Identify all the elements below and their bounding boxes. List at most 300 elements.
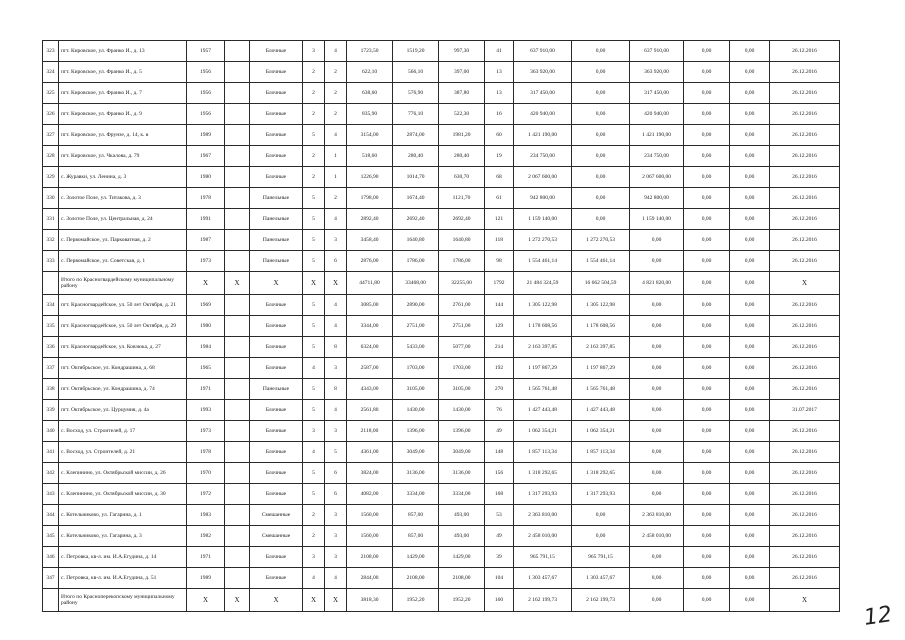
cell-floors: 2 [303, 526, 325, 547]
cell-address: пгт. Кировское, ул. Франко И., д. 9 [59, 104, 187, 125]
table-row [43, 295, 840, 316]
cell-owner-cost: 0,00 [630, 337, 684, 358]
cell-floors: 2 [303, 505, 325, 526]
cell-row-number: 324 [43, 62, 59, 83]
cell-total-cost: 2 458 010,00 [514, 526, 572, 547]
cell-other-cost: 0,00 [730, 188, 770, 209]
cell-entrances: 4 [325, 125, 347, 146]
cell-residential-area: 3334,00 [439, 484, 485, 505]
cell-residential-area: 397,00 [439, 62, 485, 83]
cell-budget-cost: 0,00 [684, 209, 730, 230]
cell-residents: 121 [485, 209, 514, 230]
cell-year-built: 1969 [187, 295, 225, 316]
cell-owner-cost: 637 910,00 [630, 41, 684, 62]
cell-other-cost: 0,00 [730, 400, 770, 421]
cell-deadline: 26.12.2016 [770, 41, 840, 62]
cell-residents: 168 [485, 484, 514, 505]
cell-address: с. Клепинино, ул. Октябрьской миссии, д. 26 [59, 463, 187, 484]
cell-address: с. Золотое Поле, ул. Центральная, д. 24 [59, 209, 187, 230]
cell-residential-area: 997,30 [439, 41, 485, 62]
cell-year-built: 1984 [187, 337, 225, 358]
cell-blank-col: X [225, 272, 250, 295]
cell-living-area: 1703,00 [393, 358, 439, 379]
cell-fund-cost: 0,00 [572, 83, 630, 104]
cell-residents: 118 [485, 230, 514, 251]
cell-total-cost: 1 421 190,00 [514, 125, 572, 146]
cell-floors: 3 [303, 421, 325, 442]
cell-address: Итого по Красногвардейскому муниципальному району [59, 272, 187, 295]
cell-fund-cost: 0,00 [572, 209, 630, 230]
cell-row-number: 335 [43, 316, 59, 337]
cell-row-number: 334 [43, 295, 59, 316]
cell-residents: 156 [485, 463, 514, 484]
cell-owner-cost: 1 421 190,00 [630, 125, 684, 146]
cell-owner-cost: 0,00 [630, 484, 684, 505]
cell-deadline: 26.12.2016 [770, 526, 840, 547]
cell-wall-material: Смешанные [250, 505, 303, 526]
cell-blank-col [225, 442, 250, 463]
cell-residential-area: 1640,80 [439, 230, 485, 251]
cell-owner-cost: 0,00 [630, 568, 684, 589]
cell-residential-area: 493,00 [439, 505, 485, 526]
table-row [43, 230, 840, 251]
cell-total-cost: 317 450,00 [514, 83, 572, 104]
cell-residents: 214 [485, 337, 514, 358]
cell-living-area: 5433,00 [393, 337, 439, 358]
cell-owner-cost: 2 458 010,00 [630, 526, 684, 547]
cell-total-cost: 1 554 461,14 [514, 251, 572, 272]
cell-fund-cost: 0,00 [572, 505, 630, 526]
cell-entrances: 6 [325, 251, 347, 272]
cell-other-cost: 0,00 [730, 209, 770, 230]
cell-total-cost: 1 857 113,34 [514, 442, 572, 463]
cell-row-number: 342 [43, 463, 59, 484]
cell-address: с. Котельниково, ул. Гагарина, д. 3 [59, 526, 187, 547]
cell-floors: 2 [303, 83, 325, 104]
cell-fund-cost: 0,00 [572, 41, 630, 62]
cell-owner-cost: 0,00 [630, 463, 684, 484]
table-row [43, 526, 840, 547]
cell-blank-col [225, 316, 250, 337]
cell-owner-cost: 363 920,00 [630, 62, 684, 83]
cell-row-number: 345 [43, 526, 59, 547]
table-row [43, 463, 840, 484]
cell-fund-cost: 1 857 113,34 [572, 442, 630, 463]
cell-deadline: 26.12.2016 [770, 505, 840, 526]
cell-row-number: 340 [43, 421, 59, 442]
cell-entrances: 3 [325, 358, 347, 379]
cell-row-number: 347 [43, 568, 59, 589]
cell-wall-material: Блочные [250, 125, 303, 146]
cell-residential-area: 1121,70 [439, 188, 485, 209]
table-row [43, 400, 840, 421]
cell-total-area: 4082,00 [347, 484, 393, 505]
cell-owner-cost: 942 800,00 [630, 188, 684, 209]
cell-row-number: 339 [43, 400, 59, 421]
cell-residents: 104 [485, 568, 514, 589]
cell-wall-material: Блочные [250, 358, 303, 379]
cell-floors: X [303, 272, 325, 295]
cell-floors: 2 [303, 146, 325, 167]
cell-residential-area: 3136,00 [439, 463, 485, 484]
cell-living-area: 2890,00 [393, 295, 439, 316]
cell-deadline: 26.12.2016 [770, 167, 840, 188]
cell-floors: 3 [303, 41, 325, 62]
cell-address: Итого по Красноперекопскому муниципальному району [59, 589, 187, 612]
cell-address: пгт. Октябрьское, ул. Кондрашина, д. 68 [59, 358, 187, 379]
cell-living-area: 33468,00 [393, 272, 439, 295]
cell-total-cost: 1 062 354,21 [514, 421, 572, 442]
table-row [43, 188, 840, 209]
subtotal-row [43, 272, 840, 295]
cell-residential-area: 493,00 [439, 526, 485, 547]
cell-deadline: 26.12.2016 [770, 358, 840, 379]
cell-residents: 60 [485, 125, 514, 146]
cell-entrances: 3 [325, 421, 347, 442]
cell-entrances: 3 [325, 505, 347, 526]
cell-total-cost: 1 272 270,53 [514, 230, 572, 251]
cell-other-cost: 0,00 [730, 230, 770, 251]
cell-total-area: 2876,00 [347, 251, 393, 272]
cell-deadline: X [770, 589, 840, 612]
cell-budget-cost: 0,00 [684, 316, 730, 337]
cell-blank-col [225, 526, 250, 547]
cell-budget-cost: 0,00 [684, 188, 730, 209]
cell-owner-cost: 2 067 600,00 [630, 167, 684, 188]
cell-total-area: 1560,00 [347, 505, 393, 526]
cell-budget-cost: 0,00 [684, 463, 730, 484]
cell-wall-material: Панельные [250, 230, 303, 251]
cell-address: пгт. Красногвардейское, ул. Ковзюка, д. 27 [59, 337, 187, 358]
cell-row-number [43, 272, 59, 295]
cell-blank-col [225, 41, 250, 62]
cell-total-cost: 1 305 122,98 [514, 295, 572, 316]
cell-row-number: 337 [43, 358, 59, 379]
table-row [43, 83, 840, 104]
cell-deadline: 26.12.2016 [770, 379, 840, 400]
cell-wall-material: Смешанные [250, 526, 303, 547]
cell-row-number: 330 [43, 188, 59, 209]
cell-row-number: 341 [43, 442, 59, 463]
cell-floors: 2 [303, 104, 325, 125]
cell-entrances: 2 [325, 104, 347, 125]
cell-residents: 270 [485, 379, 514, 400]
cell-blank-col [225, 251, 250, 272]
cell-budget-cost: 0,00 [684, 589, 730, 612]
cell-deadline: 26.12.2016 [770, 442, 840, 463]
cell-total-cost: 420 940,00 [514, 104, 572, 125]
cell-residential-area: 1396,00 [439, 421, 485, 442]
table-row [43, 379, 840, 400]
cell-entrances: 2 [325, 188, 347, 209]
cell-wall-material: Блочные [250, 547, 303, 568]
cell-year-built: 1987 [187, 230, 225, 251]
cell-residential-area: 280,40 [439, 146, 485, 167]
cell-year-built: 1983 [187, 505, 225, 526]
cell-entrances: 4 [325, 400, 347, 421]
cell-entrances: X [325, 589, 347, 612]
cell-blank-col [225, 62, 250, 83]
cell-living-area: 857,00 [393, 526, 439, 547]
cell-budget-cost: 0,00 [684, 167, 730, 188]
cell-residents: 41 [485, 41, 514, 62]
cell-deadline: 26.12.2016 [770, 146, 840, 167]
cell-deadline: 26.12.2016 [770, 337, 840, 358]
cell-living-area: 1429,00 [393, 547, 439, 568]
cell-floors: 5 [303, 125, 325, 146]
cell-year-built: 1989 [187, 125, 225, 146]
cell-total-area: 4361,00 [347, 442, 393, 463]
cell-address: с. Восход, ул. Строителей, д. 21 [59, 442, 187, 463]
cell-deadline: 26.12.2016 [770, 316, 840, 337]
cell-year-built: 1971 [187, 379, 225, 400]
cell-budget-cost: 0,00 [684, 400, 730, 421]
cell-budget-cost: 0,00 [684, 547, 730, 568]
cell-floors: 5 [303, 484, 325, 505]
cell-address: пгт. Кировское, ул. Франко И., д. 13 [59, 41, 187, 62]
cell-row-number: 332 [43, 230, 59, 251]
cell-residents: 19 [485, 146, 514, 167]
cell-other-cost: 0,00 [730, 316, 770, 337]
cell-wall-material: Блочные [250, 316, 303, 337]
register-sheet [42, 40, 840, 612]
cell-total-area: 3818,30 [347, 589, 393, 612]
cell-entrances: 8 [325, 337, 347, 358]
cell-wall-material: Блочные [250, 337, 303, 358]
cell-residential-area: 1952,20 [439, 589, 485, 612]
cell-other-cost: 0,00 [730, 83, 770, 104]
cell-residents: 76 [485, 400, 514, 421]
cell-living-area: 3334,00 [393, 484, 439, 505]
cell-entrances: 6 [325, 463, 347, 484]
table-row [43, 251, 840, 272]
cell-residential-area: 32255,00 [439, 272, 485, 295]
cell-blank-col [225, 146, 250, 167]
cell-deadline: 26.12.2016 [770, 230, 840, 251]
cell-deadline: 26.12.2016 [770, 188, 840, 209]
cell-floors: X [303, 589, 325, 612]
cell-deadline: 26.12.2016 [770, 62, 840, 83]
cell-living-area: 3049,00 [393, 442, 439, 463]
cell-entrances: 6 [325, 484, 347, 505]
cell-wall-material: Блочные [250, 484, 303, 505]
cell-other-cost: 0,00 [730, 125, 770, 146]
cell-residents: 61 [485, 188, 514, 209]
cell-residents: 53 [485, 505, 514, 526]
cell-address: пгт. Красногвардейское, ул. 50 лет Октября, д. 29 [59, 316, 187, 337]
cell-blank-col [225, 379, 250, 400]
cell-residents: 13 [485, 83, 514, 104]
cell-living-area: 3136,00 [393, 463, 439, 484]
cell-total-area: 2561,80 [347, 400, 393, 421]
table-row [43, 421, 840, 442]
cell-blank-col [225, 358, 250, 379]
cell-address: с. Журавки, ул. Ленина, д. 3 [59, 167, 187, 188]
cell-owner-cost: 0,00 [630, 230, 684, 251]
cell-fund-cost: 0,00 [572, 526, 630, 547]
cell-budget-cost: 0,00 [684, 125, 730, 146]
cell-total-area: 1723,50 [347, 41, 393, 62]
cell-entrances: 4 [325, 209, 347, 230]
cell-residents: 1792 [485, 272, 514, 295]
cell-living-area: 280,40 [393, 146, 439, 167]
cell-blank-col [225, 230, 250, 251]
cell-row-number [43, 589, 59, 612]
cell-row-number: 344 [43, 505, 59, 526]
cell-year-built: 1973 [187, 421, 225, 442]
cell-owner-cost: 317 450,00 [630, 83, 684, 104]
cell-year-built: 1980 [187, 167, 225, 188]
cell-budget-cost: 0,00 [684, 421, 730, 442]
table-row [43, 568, 840, 589]
cell-budget-cost: 0,00 [684, 83, 730, 104]
cell-living-area: 1014,70 [393, 167, 439, 188]
cell-blank-col [225, 188, 250, 209]
cell-address: пгт. Кировское, ул. Франко И., д. 5 [59, 62, 187, 83]
cell-living-area: 2108,00 [393, 568, 439, 589]
cell-deadline: 26.12.2016 [770, 251, 840, 272]
cell-residents: 68 [485, 167, 514, 188]
cell-budget-cost: 0,00 [684, 568, 730, 589]
cell-fund-cost: 1 565 761,48 [572, 379, 630, 400]
cell-fund-cost: 0,00 [572, 167, 630, 188]
cell-entrances: 4 [325, 568, 347, 589]
cell-entrances: X [325, 272, 347, 295]
cell-row-number: 325 [43, 83, 59, 104]
cell-wall-material: Блочные [250, 41, 303, 62]
cell-wall-material: Блочные [250, 62, 303, 83]
cell-living-area: 1519,20 [393, 41, 439, 62]
cell-blank-col [225, 295, 250, 316]
table-row [43, 442, 840, 463]
cell-residents: 160 [485, 589, 514, 612]
cell-residential-area: 1430,00 [439, 400, 485, 421]
cell-entrances: 1 [325, 146, 347, 167]
cell-residents: 192 [485, 358, 514, 379]
cell-total-area: 3344,00 [347, 316, 393, 337]
cell-floors: 5 [303, 209, 325, 230]
cell-wall-material: Блочные [250, 146, 303, 167]
cell-wall-material: X [250, 589, 303, 612]
cell-wall-material: Блочные [250, 568, 303, 589]
cell-address: пгт. Октябрьское, ул. Цурцумия, д. 4а [59, 400, 187, 421]
cell-total-cost: 2 163 397,85 [514, 337, 572, 358]
cell-wall-material: Панельные [250, 251, 303, 272]
cell-address: с. Первомайское, ул. Парковатная, д. 2 [59, 230, 187, 251]
cell-deadline: 26.12.2016 [770, 295, 840, 316]
cell-year-built: 1956 [187, 62, 225, 83]
cell-wall-material: Блочные [250, 295, 303, 316]
cell-other-cost: 0,00 [730, 295, 770, 316]
cell-budget-cost: 0,00 [684, 337, 730, 358]
table-row [43, 146, 840, 167]
cell-other-cost: 0,00 [730, 526, 770, 547]
cell-total-cost: 637 910,00 [514, 41, 572, 62]
cell-total-cost: 2 067 600,00 [514, 167, 572, 188]
cell-row-number: 331 [43, 209, 59, 230]
table-body [43, 41, 840, 612]
cell-blank-col [225, 547, 250, 568]
cell-entrances: 4 [325, 316, 347, 337]
cell-row-number: 328 [43, 146, 59, 167]
cell-residential-area: 2692,40 [439, 209, 485, 230]
cell-floors: 5 [303, 379, 325, 400]
cell-total-cost: 2 162 199,73 [514, 589, 572, 612]
table-row [43, 316, 840, 337]
cell-entrances: 1 [325, 167, 347, 188]
cell-floors: 4 [303, 442, 325, 463]
cell-row-number: 326 [43, 104, 59, 125]
cell-other-cost: 0,00 [730, 167, 770, 188]
table-row [43, 62, 840, 83]
cell-residential-area: 1429,00 [439, 547, 485, 568]
cell-total-cost: 1 197 867,29 [514, 358, 572, 379]
cell-other-cost: 0,00 [730, 358, 770, 379]
cell-budget-cost: 0,00 [684, 379, 730, 400]
cell-owner-cost: 0,00 [630, 316, 684, 337]
subtotal-row [43, 589, 840, 612]
cell-other-cost: 0,00 [730, 421, 770, 442]
cell-budget-cost: 0,00 [684, 62, 730, 83]
cell-address: с. Первомайское, ул. Советская, д. 1 [59, 251, 187, 272]
cell-total-cost: 1 317 293,93 [514, 484, 572, 505]
cell-row-number: 336 [43, 337, 59, 358]
cell-blank-col [225, 484, 250, 505]
cell-blank-col [225, 167, 250, 188]
cell-fund-cost: 965 791,15 [572, 547, 630, 568]
cell-owner-cost: 0,00 [630, 251, 684, 272]
cell-living-area: 776,10 [393, 104, 439, 125]
cell-owner-cost: 0,00 [630, 547, 684, 568]
cell-living-area: 857,00 [393, 505, 439, 526]
cell-fund-cost: 1 305 122,98 [572, 295, 630, 316]
cell-blank-col [225, 463, 250, 484]
cell-blank-col [225, 83, 250, 104]
cell-budget-cost: 0,00 [684, 41, 730, 62]
cell-year-built: 1980 [187, 316, 225, 337]
cell-floors: 5 [303, 251, 325, 272]
cell-fund-cost: 0,00 [572, 104, 630, 125]
cell-owner-cost: 0,00 [630, 400, 684, 421]
cell-row-number: 338 [43, 379, 59, 400]
cell-fund-cost: 2 162 199,73 [572, 589, 630, 612]
cell-residential-area: 2108,00 [439, 568, 485, 589]
cell-budget-cost: 0,00 [684, 251, 730, 272]
cell-address: с. Восход, ул. Строителей, д. 17 [59, 421, 187, 442]
cell-other-cost: 0,00 [730, 505, 770, 526]
cell-residents: 144 [485, 295, 514, 316]
cell-fund-cost: 2 163 397,85 [572, 337, 630, 358]
cell-deadline: 26.12.2016 [770, 421, 840, 442]
cell-other-cost: 0,00 [730, 463, 770, 484]
cell-year-built: 1956 [187, 83, 225, 104]
cell-floors: 5 [303, 400, 325, 421]
cell-residential-area: 2761,00 [439, 295, 485, 316]
cell-total-area: 2844,00 [347, 568, 393, 589]
cell-fund-cost: 1 178 608,56 [572, 316, 630, 337]
cell-residents: 49 [485, 421, 514, 442]
cell-total-cost: 1 178 608,56 [514, 316, 572, 337]
cell-living-area: 1786,00 [393, 251, 439, 272]
cell-living-area: 1952,20 [393, 589, 439, 612]
cell-budget-cost: 0,00 [684, 442, 730, 463]
cell-total-area: 622,10 [347, 62, 393, 83]
cell-year-built: 1973 [187, 251, 225, 272]
cell-total-cost: 1 565 761,48 [514, 379, 572, 400]
cell-wall-material: Панельные [250, 379, 303, 400]
table-row [43, 484, 840, 505]
cell-residential-area: 2751,00 [439, 316, 485, 337]
